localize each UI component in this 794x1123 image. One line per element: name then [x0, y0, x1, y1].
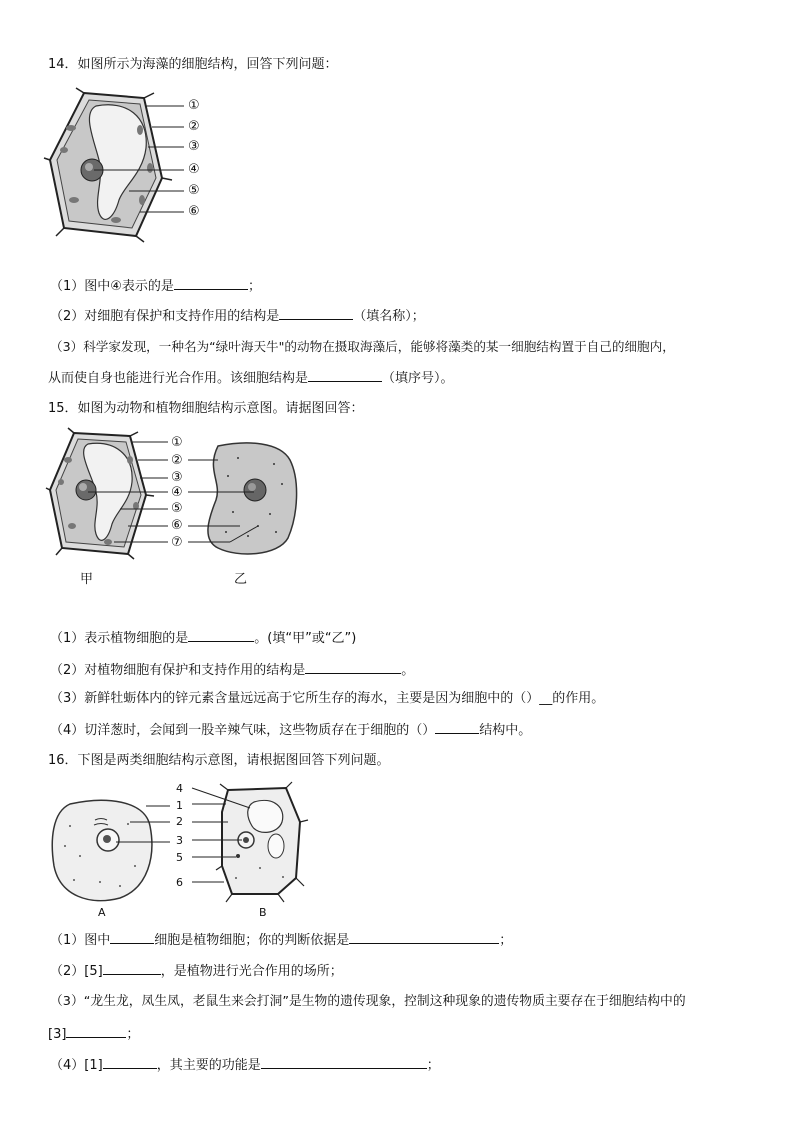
q15-label-4: ④: [171, 485, 183, 500]
q16-sub3-line1: （3）“龙生龙，凤生凤，老鼠生来会打洞”是生物的遗传现象，控制这种现象的遗传物质主要存在于细胞结构中的: [50, 994, 686, 1009]
q16-sub1: （1）图中 细胞是植物细胞；你的判断依据是 ；: [50, 930, 512, 950]
q15-label-3: ③: [171, 470, 183, 485]
q16-cell-b-diagram: [188, 782, 318, 906]
q14-sub3-line2: 从而使自身也能进行光合作用。该细胞结构是 （填序号）。: [48, 368, 454, 388]
q14-label-5: ⑤: [188, 183, 200, 198]
q16-caption-b: B: [259, 906, 267, 919]
q14-label-3: ③: [188, 139, 200, 154]
q15-label-2: ②: [171, 453, 183, 468]
q15-caption-yi: 乙: [234, 572, 248, 587]
q14-sub3-line1: （3）科学家发现，一种名为“绿叶海天牛"的动物在摄取海藻后，能够将藻类的某一细胞结构置于自己的细胞内，: [50, 339, 675, 354]
q16-sub3-line2: [3] ；: [48, 1024, 139, 1044]
q15-sub3: （3）新鲜牡蛎体内的锌元素含量远远高于它所生存的海水，主要是因为细胞中的（）__的作用。: [50, 691, 605, 706]
q16-label-4: 4: [176, 782, 183, 795]
q15-stem: 15．如图为动物和植物细胞结构示意图。请据图回答：: [48, 401, 364, 416]
q15-label-1: ①: [171, 435, 183, 450]
q16-sub2: （2）[5] ，是植物进行光合作用的场所；: [50, 961, 343, 981]
q16-stem: 16．下图是两类细胞结构示意图，请根据图回答下列问题。: [48, 753, 390, 768]
q15-label-7: ⑦: [171, 535, 183, 550]
q14-label-4: ④: [188, 162, 200, 177]
q15-sub4: （4）切洋葱时，会闻到一股辛辣气味，这些物质存在于细胞的（） 结构中。: [50, 720, 531, 740]
q14-sub2: （2）对细胞有保护和支持作用的结构是 （填名称）；: [50, 306, 425, 326]
q14-label-6: ⑥: [188, 204, 200, 219]
q16-label-1: 1: [176, 799, 183, 812]
q16-caption-a: A: [98, 906, 106, 919]
q16-label-3: 3: [176, 834, 183, 847]
q15-caption-jia: 甲: [80, 572, 94, 587]
q16-label-5: 5: [176, 851, 183, 864]
q14-label-1: ①: [188, 98, 200, 113]
q15-label-6: ⑥: [171, 518, 183, 533]
q14-label-2: ②: [188, 119, 200, 134]
q16-label-2: 2: [176, 815, 183, 828]
q15-sub2: （2）对植物细胞有保护和支持作用的结构是 。: [50, 660, 414, 680]
q16-label-6: 6: [176, 876, 183, 889]
q15-sub1: （1）表示植物细胞的是 。(填“甲”或“乙”): [50, 628, 356, 648]
q14-sub1: （1）图中④表示的是 ；: [50, 276, 261, 296]
q15-animal-cell-diagram: [188, 440, 303, 558]
q14-stem: 14．如图所示为海藻的细胞结构，回答下列问题：: [48, 57, 338, 72]
q16-sub4: （4）[1] ，其主要的功能是 ；: [50, 1055, 440, 1075]
q15-label-5: ⑤: [171, 501, 183, 516]
